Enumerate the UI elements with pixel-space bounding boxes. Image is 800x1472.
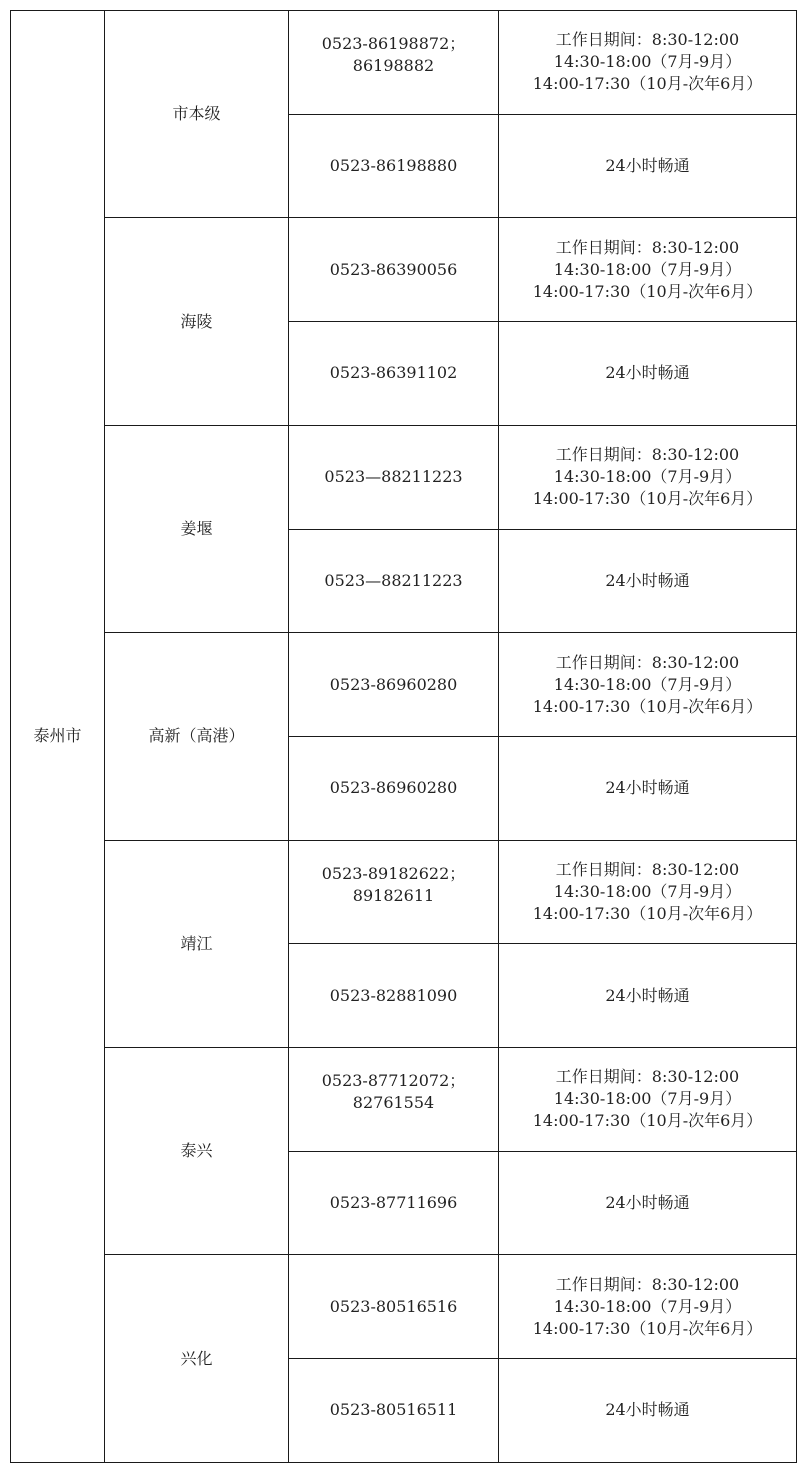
phone-number: 0523—88211223 [324,570,463,590]
phone-cell [289,633,499,737]
phone-cell [289,944,499,1048]
hours-line: 24小时畅通 [605,1193,690,1213]
phone-number: 0523—88211223 [324,467,463,487]
hours-line: 工作日期间：8:30-12:00 [555,30,740,50]
table-row [11,1048,797,1152]
hours-cell [499,11,797,115]
phone-number: 0523-82881090 [329,985,458,1005]
phone-cell [289,322,499,426]
hours-cell [499,218,797,322]
hours-line: 工作日期间：8:30-12:00 [555,1274,740,1294]
table-row [11,425,797,529]
phone-number: 0523-80516516 [329,1296,458,1316]
table-body [11,11,797,1463]
hours-line: 工作日期间：8:30-12:00 [555,652,740,672]
phone-number: 0523-87711696 [329,1193,458,1213]
phone-cell [289,529,499,633]
hours-line: 14:30-18:00（7月-9月） [553,674,742,694]
phone-number: 0523-86198880 [329,156,458,176]
phone-number: 0523-87712072； [321,1071,466,1091]
hours-line: 14:00-17:30（10月-次年6月） [532,1111,763,1131]
table-row [11,840,797,944]
hours-line: 14:00-17:30（10月-次年6月） [532,489,763,509]
hours-line: 24小时畅通 [605,570,690,590]
phone-cell [289,840,499,944]
district-cell: 高新（高港） [105,633,289,840]
table-row [11,1255,797,1359]
phone-number: 0523-86960280 [329,778,458,798]
hours-line: 14:30-18:00（7月-9月） [553,881,742,901]
hours-line: 工作日期间：8:30-12:00 [555,1067,740,1087]
hours-line: 24小时畅通 [605,1400,690,1420]
hours-line: 14:30-18:00（7月-9月） [553,1296,742,1316]
district-cell: 兴化 [105,1255,289,1462]
table-row [11,218,797,322]
district-cell: 泰兴 [105,1048,289,1255]
hours-cell [499,1151,797,1255]
hours-line: 24小时畅通 [605,156,690,176]
phone-cell [289,1048,499,1152]
hours-line: 24小时畅通 [605,985,690,1005]
hours-line: 14:00-17:30（10月-次年6月） [532,1318,763,1338]
hours-line: 14:30-18:00（7月-9月） [553,1089,742,1109]
hours-line: 24小时畅通 [605,363,690,383]
phone-cell [289,425,499,529]
hours-line: 工作日期间：8:30-12:00 [555,237,740,257]
hours-cell [499,1359,797,1463]
phone-number: 0523-86960280 [329,674,458,694]
hours-line: 14:00-17:30（10月-次年6月） [532,696,763,716]
phone-cell [289,218,499,322]
phone-number: 0523-86198872； [321,34,466,53]
hours-cell [499,425,797,529]
phone-number: 86198882 [352,56,435,75]
phone-cell [289,1359,499,1463]
city-cell: 泰州市 [11,11,105,1463]
phone-cell [289,1255,499,1359]
phone-number: 0523-86391102 [329,363,458,383]
hours-cell [499,840,797,944]
hours-line: 14:00-17:30（10月-次年6月） [532,903,763,923]
hours-cell [499,736,797,840]
phone-number: 0523-89182622； [321,863,466,883]
contact-table [10,10,797,1463]
hours-cell [499,1255,797,1359]
district-cell: 靖江 [105,840,289,1047]
hours-cell [499,114,797,218]
phone-number: 0523-86390056 [329,259,458,279]
hours-cell [499,529,797,633]
hours-cell [499,322,797,426]
hours-line: 24小时畅通 [605,778,690,798]
hours-line: 14:00-17:30（10月-次年6月） [532,281,763,301]
phone-number: 89182611 [352,885,435,905]
hours-cell [499,1048,797,1152]
hours-line: 14:30-18:00（7月-9月） [553,259,742,279]
hours-line: 14:30-18:00（7月-9月） [553,52,742,72]
phone-cell [289,1151,499,1255]
phone-cell [289,114,499,218]
hours-cell [499,944,797,1048]
hours-line: 14:30-18:00（7月-9月） [553,467,742,487]
phone-cell [289,11,499,115]
table-row [11,11,797,115]
hours-cell [499,633,797,737]
district-cell: 市本级 [105,11,289,218]
phone-number: 82761554 [352,1093,435,1113]
district-cell: 海陵 [105,218,289,425]
hours-line: 工作日期间：8:30-12:00 [555,859,740,879]
phone-number: 0523-80516511 [329,1400,458,1420]
hours-line: 14:00-17:30（10月-次年6月） [532,74,763,94]
phone-cell [289,736,499,840]
hours-line: 工作日期间：8:30-12:00 [555,445,740,465]
table-row [11,633,797,737]
district-cell: 姜堰 [105,425,289,632]
